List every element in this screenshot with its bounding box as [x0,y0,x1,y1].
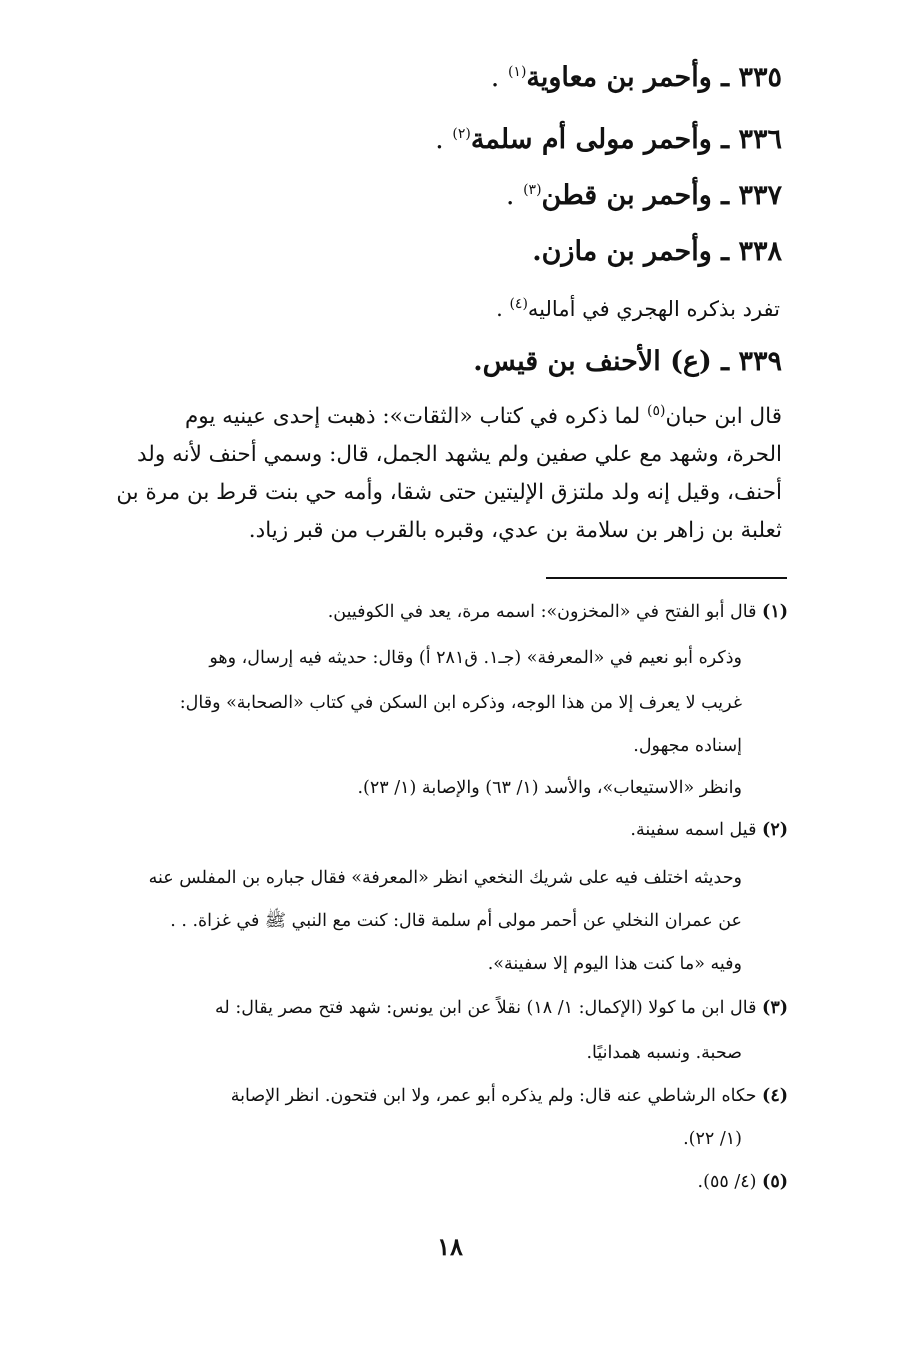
footnote-line: إسناده مجهول. [633,736,742,756]
footnote-text: (٤/ ٥٥). [697,1172,757,1192]
entry-number: ٣٣٥ ـ [721,62,782,93]
entry-tail: . [505,180,524,211]
body-paragraph [82,398,782,550]
paragraph-line: الحرة، وشهد مع علي صفين ولم يشهد الجمل، قال: وسمي أحنف لأنه ولد [137,442,782,467]
footnote-line: وحديثه اختلف فيه على شريك النخعي انظر «المعرفة» فقال جباره بن المفلس عنه [148,868,742,888]
entry-number: ٣٣٦ ـ [721,124,782,155]
footnote-2 [630,817,788,843]
footnote-text: قال ابن ما كولا (الإكمال: ١/ ١٨) نقلاً عن ابن يونس: شهد فتح مصر يقال: له [215,998,757,1018]
footnote-ref: (٥) [646,402,666,419]
footnote-ref: (٢) [452,126,471,142]
footnote-mark: (٤) [762,1086,788,1106]
paragraph-line [82,398,782,436]
footnote-3 [215,995,788,1021]
footnote-line: وفيه «ما كنت هذا اليوم إلا سفينة». [487,954,742,974]
entry-338 [532,234,782,270]
footnote-line: (١/ ٢٢). [683,1129,742,1149]
paragraph-text: قال ابن حبان [665,404,782,429]
note-tail: . [496,297,510,321]
entry-number: ٣٣٧ ـ [721,180,782,211]
entry-name: (ع) الأحنف بن قيس. [473,346,712,377]
entry-338-note [496,294,780,324]
footnote-ref: (٤) [509,296,528,312]
footnote-line: وانظر «الاستيعاب»، والأسد (١/ ٦٣) والإصابة (١/ ٢٣). [357,778,742,798]
entry-tail: . [490,62,508,93]
entry-tail: . [435,124,453,155]
entry-335 [491,60,782,96]
paragraph-line: ثعلبة بن زاهر بن سلامة بن عدي، وقبره بالقرب من قبر زياد. [248,518,782,543]
footnote-mark: (٥) [762,1172,788,1192]
footnote-line: صحبة. ونسبه همدانيًا. [586,1043,742,1063]
footnote-mark: (١) [762,602,788,622]
paragraph-line: أحنف، وقيل إنه ولد ملتزق الإليتين حتى شقا، وأمه حي بنت قرط بن مرة بن [116,480,782,505]
footnote-4 [231,1083,788,1109]
footnote-line: عن عمران النخلي عن أحمر مولى أم سلمة قال: كنت مع النبي ﷺ في غزاة. . . [170,911,742,931]
footnote-separator [546,577,787,579]
footnote-line: وذكره أبو نعيم في «المعرفة» (جـ١. ق٢٨١ أ) وقال: حديثه فيه إرسال، وهو [209,648,742,668]
entry-name: وأحمر بن قطن [541,180,712,211]
footnote-text: قال أبو الفتح في «المخزون»: اسمه مرة، يعد في الكوفيين. [327,602,757,622]
entry-number: ٣٣٩ ـ [721,346,782,377]
paragraph-text: لما ذكره في كتاب «الثقات»: ذهبت إحدى عينيه يوم [184,404,647,429]
footnote-ref: (١) [507,64,527,80]
footnote-text: قيل اسمه سفينة. [630,820,757,840]
note-text: تفرد بذكره الهجري في أماليه [527,297,780,321]
footnote-mark: (٢) [762,820,788,840]
entry-336 [435,122,782,158]
entry-337 [506,178,782,214]
entry-name: وأحمر مولى أم سلمة [470,124,712,155]
footnote-mark: (٣) [762,998,788,1018]
footnote-1 [328,599,788,625]
entry-number: ٣٣٨ ـ [721,236,782,267]
footnote-text: حكاه الرشاطي عنه قال: ولم يذكره أبو عمر، ولا ابن فتحون. انظر الإصابة [230,1086,757,1106]
entry-name: وأحمر بن معاوية [526,62,712,93]
entry-339 [473,344,782,380]
page-number: ١٨ [437,1232,463,1261]
footnote-ref: (٣) [523,182,542,198]
footnote-line: غريب لا يعرف إلا من هذا الوجه، وذكره ابن السكن في كتاب «الصحابة» وقال: [179,693,742,713]
footnote-5 [698,1169,788,1195]
entry-name: وأحمر بن مازن. [532,236,712,267]
